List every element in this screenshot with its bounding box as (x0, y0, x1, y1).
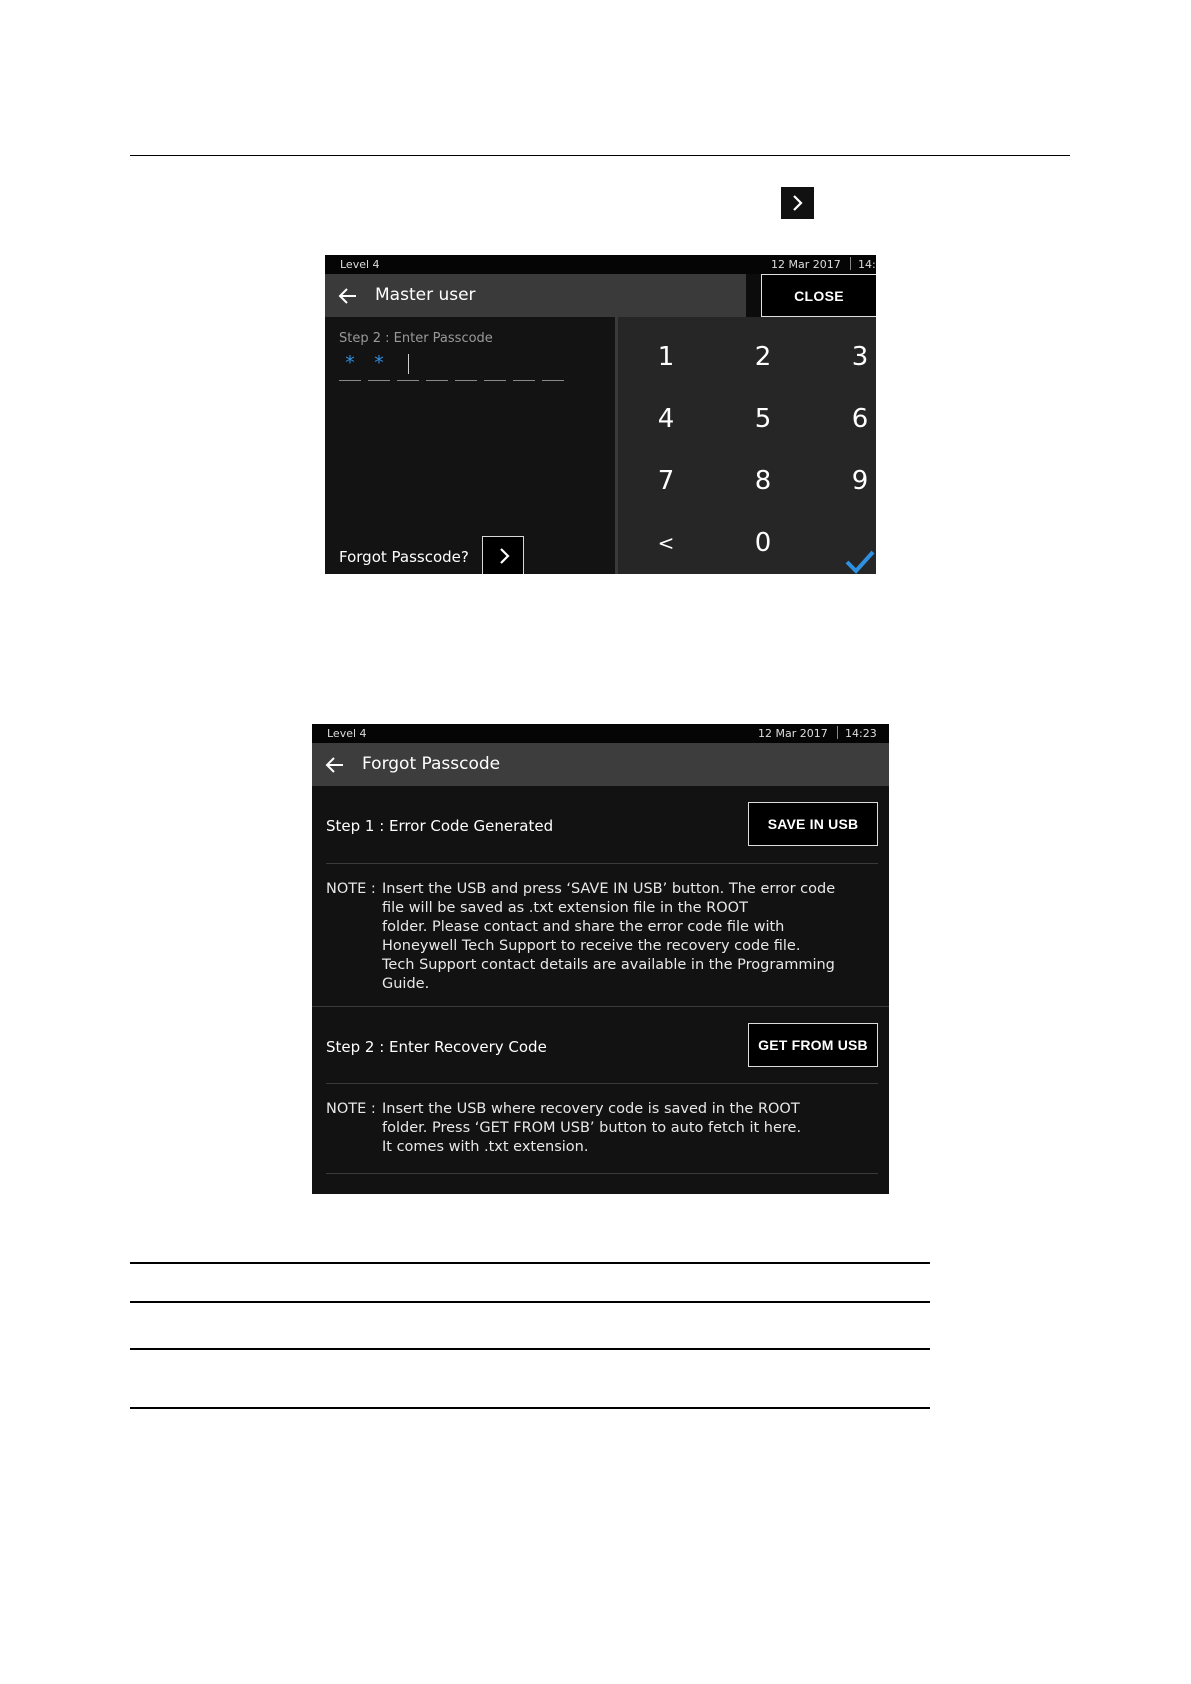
key-2[interactable]: 2 (754, 342, 772, 372)
note-line: Honeywell Tech Support to receive the recovery code file. (382, 938, 801, 954)
top-rule (130, 155, 1070, 156)
key-3[interactable]: 3 (851, 342, 869, 372)
key-4[interactable]: 4 (657, 404, 675, 434)
pin-digit (513, 352, 535, 381)
note-label: NOTE : (326, 1101, 376, 1117)
inline-next-arrow-icon (781, 187, 814, 219)
text-cursor (408, 354, 409, 374)
key-0[interactable]: 0 (754, 528, 772, 558)
key-5[interactable]: 5 (754, 404, 772, 434)
confirm-check-icon[interactable] (845, 549, 875, 574)
step2-label: Step 2 : Enter Recovery Code (326, 1038, 547, 1056)
pin-digit: * (339, 352, 361, 381)
status-bar (325, 255, 876, 274)
note-label: NOTE : (326, 881, 376, 897)
save-in-usb-button[interactable]: SAVE IN USB (748, 802, 878, 846)
close-button[interactable]: CLOSE (761, 274, 876, 317)
header-bar (312, 743, 889, 786)
note-line: file will be saved as .txt extension file in the ROOT (382, 900, 748, 916)
key-1[interactable]: 1 (657, 342, 675, 372)
forgot-passcode-screen (312, 724, 889, 1194)
section-divider (312, 1006, 889, 1007)
header-bar (325, 274, 746, 317)
pin-digit (542, 352, 564, 381)
note-line: Guide. (382, 976, 430, 992)
status-divider (850, 257, 851, 270)
key-8[interactable]: 8 (754, 466, 772, 496)
level-indicator: Level 4 (327, 727, 367, 740)
pin-digit (426, 352, 448, 381)
key-6[interactable]: 6 (851, 404, 869, 434)
divider (326, 1083, 878, 1084)
note-line: Tech Support contact details are available in the Programming (382, 957, 835, 973)
pin-digit (455, 352, 477, 381)
forgot-passcode-label: Forgot Passcode? (339, 548, 469, 566)
backspace-key[interactable]: < (657, 531, 675, 555)
page-title: Forgot Passcode (362, 754, 501, 774)
status-bar (312, 724, 889, 743)
page-title: Master user (375, 285, 476, 305)
pin-digit (484, 352, 506, 381)
master-user-screen (325, 255, 876, 574)
pin-digit: * (368, 352, 390, 381)
key-9[interactable]: 9 (851, 466, 869, 496)
step1-label: Step 1 : Error Code Generated (326, 817, 554, 835)
note-step2 (326, 1100, 876, 1157)
table-rule (130, 1348, 930, 1350)
status-divider (837, 726, 838, 739)
passcode-field[interactable] (339, 352, 569, 382)
note-step1 (326, 880, 876, 994)
divider (326, 1173, 878, 1174)
note-line: folder. Please contact and share the error code file with (382, 919, 785, 935)
level-indicator: Level 4 (340, 258, 380, 271)
table-rule (130, 1407, 930, 1409)
back-arrow-icon[interactable] (337, 286, 359, 306)
status-time: 14: (858, 258, 876, 271)
status-date: 12 Mar 2017 (771, 258, 841, 271)
passcode-panel (325, 317, 615, 574)
get-from-usb-button[interactable]: GET FROM USB (748, 1023, 878, 1067)
numeric-keypad (618, 317, 876, 574)
status-time: 14:23 (845, 727, 877, 740)
table-rule (130, 1301, 930, 1303)
forgot-passcode-button[interactable] (482, 536, 524, 574)
key-7[interactable]: 7 (657, 466, 675, 496)
status-date: 12 Mar 2017 (758, 727, 828, 740)
note-line: Insert the USB where recovery code is saved in the ROOT (382, 1101, 800, 1117)
step-label: Step 2 : Enter Passcode (339, 331, 493, 346)
note-line: folder. Press ‘GET FROM USB’ button to auto fetch it here. (382, 1120, 802, 1136)
table-rule (130, 1262, 930, 1264)
chevron-right-icon (483, 537, 525, 574)
divider (326, 863, 878, 864)
note-line: It comes with .txt extension. (382, 1139, 589, 1155)
back-arrow-icon[interactable] (324, 755, 346, 775)
note-line: Insert the USB and press ‘SAVE IN USB’ button. The error code (382, 881, 836, 897)
